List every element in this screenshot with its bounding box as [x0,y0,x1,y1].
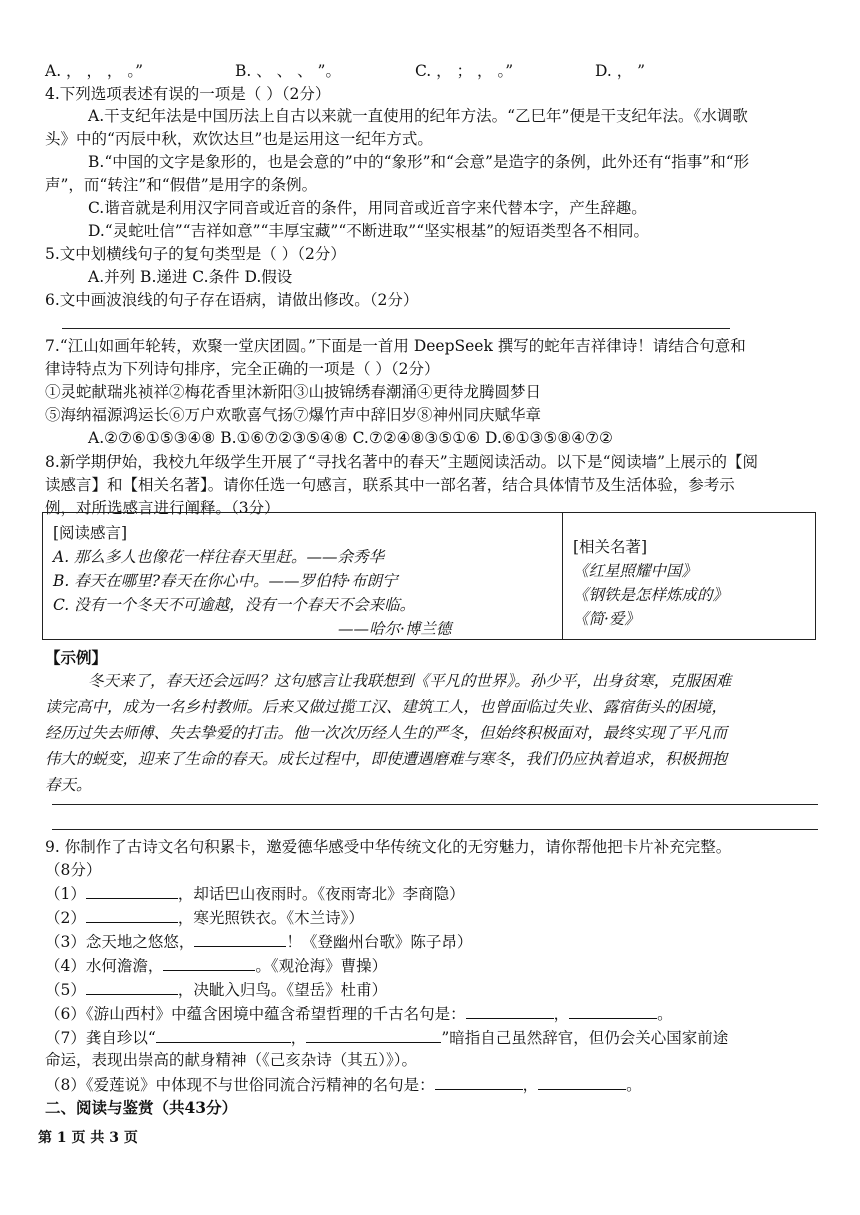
item-3-suffix: ！《登幽州台歌》陈子昂） [286,933,473,951]
q9-item-2 [45,906,826,929]
q8-answer-line-1[interactable] [52,804,818,805]
quote-a: A. 那么多人也像花一样往春天里赶。——余秀华 [53,548,385,566]
q6-answer-line[interactable] [62,328,730,329]
item-7-suffix: ”暗指自己虽然辞官，但仍会关心国家前途 [441,1029,729,1047]
q4-option-b-line1: B.“中国的文字是象形的，也是会意的”中的“象形”和“会意”是造字的条例，此外还有“指事”和“形 [88,153,750,171]
reading-quotes-panel [43,513,563,639]
quote-c: C. 没有一个冬天不可逾越，没有一个春天不会来临。 [53,596,416,614]
example-line-4: 伟大的蜕变，迎来了生命的春天。成长过程中，即使遭遇磨难与寒冬，我们仍应执着追求，积极拥抱 [45,750,728,768]
item-8-mid: ， [522,1076,539,1094]
q8-stem-line2: 读感言】和【相关名著】。请你任选一句感言，联系其中一部名著，结合具体情节及生活体验，参考示 [45,476,735,494]
q4-option-c: C.谐音就是利用汉字同音或近音的条件，用同音或近音字来代替本字，产生辞趣。 [88,199,647,217]
item-2-blank[interactable] [86,906,178,923]
q9-item-4 [45,954,826,977]
item-2-text: ，寒光照铁衣。《木兰诗》） [177,909,364,927]
q4-option-a-line2: 头》中的“丙辰中秋，欢饮达旦”也是运用这一纪年方式。 [45,130,433,148]
item-4-blank[interactable] [163,954,255,971]
item-4-suffix: 。《观沧海》曹操） [255,957,388,975]
item-1-text: ，却话巴山夜雨时。《夜雨寄北》李商隐） [177,885,465,903]
item-7-prefix: （7）龚自珍以“ [45,1029,156,1047]
q3-option-b: B. 、 、 、 ”。 [235,62,341,80]
q8-stem-line1: 8.新学期伊始，我校九年级学生开展了“寻找名著中的春天”主题阅读活动。以下是“阅读墙”上展示的【阅 [45,453,758,471]
q9-item-7 [45,1026,826,1049]
q4-option-d: D.“灵蛇吐信”“吉祥如意”“丰厚宝藏”“不断进取”“坚实根基”的短语类型各不相同。 [88,222,650,240]
item-5-text: ，决眦入归鸟。《望岳》杜甫） [177,981,388,999]
quote-c-author: ——哈尔·博兰德 [338,620,452,638]
item-5-number: （5） [45,981,86,999]
related-books-panel [563,513,815,639]
item-8-prefix: （8）《爱莲说》中体现不与世俗同流合污精神的名句是： [45,1076,435,1094]
item-4-prefix: （4）水何澹澹， [45,957,164,975]
item-2-number: （2） [45,909,86,927]
item-1-blank[interactable] [86,882,178,899]
q7-stem-line2: 律诗特点为下列诗句排序，完全正确的一项是（ ）（2分） [45,360,440,378]
q4-option-b-line2: 声”，而“转注”和“假借”是用字的条例。 [45,176,318,194]
q8-answer-line-2[interactable] [52,829,818,830]
example-label: 【示例】 [45,648,108,667]
item-3-prefix: （3）念天地之悠悠， [45,933,195,951]
q9-stem-line2: （8分） [45,861,102,879]
q7-stem-line1: 7.“江山如画年轮转，欢聚一堂庆团圆。”下面是一首用 DeepSeek 撰写的蛇年吉祥律诗！请结合句意和 [45,337,746,355]
item-6-prefix: （6）《游山西村》中蕴含困境中蕴含希望哲理的千古名句是： [45,1005,466,1023]
item-8-blank-1[interactable] [435,1073,523,1090]
q8-stem-line3: 例，对所选感言进行阐释。（3分） [45,499,280,517]
item-1-number: （1） [45,885,86,903]
example-line-2: 读完高中，成为一名乡村教师。后来又做过揽工汉、建筑工人，也曾面临过失业、露宿街头的困境， [45,698,728,716]
item-7-blank-2[interactable] [306,1026,441,1043]
q9-item-8 [45,1073,826,1096]
q3-option-c: C. ， ； ， 。” [415,62,514,80]
example-line-3: 经历过失去师傅、失去挚爱的打击。他一次次历经人生的严冬，但始终积极面对，最终实现了平凡而 [45,724,728,742]
q5-options: A.并列 B.递进 C.条件 D.假设 [88,268,293,286]
q5-stem: 5.文中划横线句子的复句类型是（ ）（2分） [45,245,346,263]
section-2-heading: 二、阅读与鉴赏（共43分） [45,1098,238,1117]
q3-option-d: D. ， ” [595,62,646,80]
q8-material-box [42,512,816,640]
q9-item-7-line2: 命运，表现出崇高的献身精神（《己亥杂诗（其五）》）。 [45,1051,418,1069]
q7-options: A.②⑦⑥①⑤③④⑧ B.①⑥⑦②③⑤④⑧ C.⑦②④⑧③⑤①⑥ D.⑥①③⑤⑧④⑦② [88,429,613,447]
book-3: 《简·爱》 [573,610,640,628]
item-6-blank-2[interactable] [569,1002,657,1019]
q9-stem-line1: 9. 你制作了古诗文名句积累卡，邀爱德华感受中华传统文化的无穷魅力，请你帮他把卡片补充完整。 [45,838,732,856]
page-footer: 第 1 页 共 3 页 [38,1130,138,1146]
book-2: 《钢铁是怎样炼成的》 [573,586,729,604]
q4-option-a-line1: A.干支纪年法是中国历法上自古以来就一直使用的纪年方法。“乙巳年”便是干支纪年法。《水调歌 [88,107,748,125]
item-7-mid: ， [290,1029,307,1047]
q9-item-3 [45,930,826,953]
example-line-5: 春天。 [45,776,92,794]
q3-options [45,60,826,82]
item-6-mid: ， [553,1005,570,1023]
related-books-title: [相关名著] [573,538,648,556]
item-6-suffix: 。 [657,1005,673,1023]
q7-poem-lines-2: ⑤海纳福源鸿运长⑥万户欢歌喜气扬⑦爆竹声中辞旧岁⑧神州同庆赋华章 [45,406,542,424]
item-5-blank[interactable] [86,978,178,995]
q9-item-6 [45,1002,826,1025]
example-line-1: 冬天来了，春天还会远吗？这句感言让我联想到《平凡的世界》。孙少平，出身贫寒，克服困难 [88,672,732,690]
item-8-suffix: 。 [626,1076,642,1094]
item-7-blank-1[interactable] [156,1026,291,1043]
q9-item-5 [45,978,826,1001]
book-1: 《红星照耀中国》 [573,562,698,580]
item-3-blank[interactable] [194,930,286,947]
item-8-blank-2[interactable] [538,1073,626,1090]
quote-b: B. 春天在哪里?春天在你心中。——罗伯特·布朗宁 [53,572,398,590]
q7-poem-lines-1: ①灵蛇献瑞兆祯祥②梅花香里沐新阳③山披锦绣春潮涌④更待龙腾圆梦日 [45,383,542,401]
item-6-blank-1[interactable] [466,1002,554,1019]
q4-stem: 4.下列选项表述有误的一项是（ ）（2分） [45,85,331,103]
q6-stem: 6.文中画波浪线的句子存在语病，请做出修改。（2分） [45,291,419,309]
q3-option-a: A. ， ， ， 。” [45,62,144,80]
reading-quotes-title: [阅读感言] [53,524,128,542]
q9-item-1 [45,882,826,905]
